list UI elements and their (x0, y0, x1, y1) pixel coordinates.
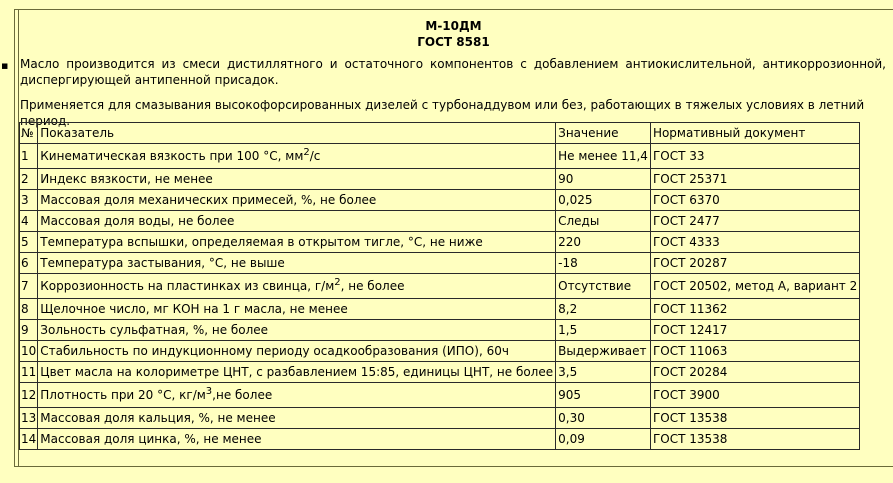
row-num: 4 (20, 211, 38, 232)
row-param-text: Массовая доля кальция, %, не менее (40, 411, 276, 425)
table-row (20, 190, 860, 211)
table-row (20, 362, 860, 383)
row-param (38, 408, 556, 429)
row-param-text: Индекс вязкости, не менее (40, 172, 213, 186)
row-doc: ГОСТ 3900 (650, 383, 859, 408)
row-num: 14 (20, 429, 38, 450)
row-value: 1,5 (556, 320, 651, 341)
row-value: Не менее 11,4 (556, 144, 651, 169)
specifications-table (19, 122, 860, 450)
row-param-superscript: 2 (303, 147, 310, 158)
row-num: 3 (20, 190, 38, 211)
row-param-tail: ,не более (212, 388, 273, 402)
row-param-text: Массовая доля воды, не более (40, 214, 235, 228)
row-num: 10 (20, 341, 38, 362)
row-param (38, 362, 556, 383)
table-row (20, 341, 860, 362)
row-value: 3,5 (556, 362, 651, 383)
row-param-text: Зольность сульфатная, %, не более (40, 323, 269, 337)
row-value: 905 (556, 383, 651, 408)
row-doc: ГОСТ 13538 (650, 408, 859, 429)
row-num: 2 (20, 169, 38, 190)
row-param (38, 341, 556, 362)
row-param-tail: , не более (340, 279, 405, 293)
product-title: М-10ДМ (425, 19, 482, 33)
row-param-text: Щелочное число, мг КОН на 1 г масла, не менее (40, 302, 348, 316)
row-doc: ГОСТ 11063 (650, 341, 859, 362)
row-param-text: Температура вспышки, определяемая в открытом тигле, °С, не ниже (40, 235, 483, 249)
row-num: 11 (20, 362, 38, 383)
row-doc: ГОСТ 4333 (650, 232, 859, 253)
row-num: 9 (20, 320, 38, 341)
row-param-superscript: 3 (205, 386, 213, 397)
row-param (38, 274, 556, 299)
row-doc: ГОСТ 2477 (650, 211, 859, 232)
table-row (20, 408, 860, 429)
table-row (20, 274, 860, 299)
row-param (38, 429, 556, 450)
row-param-text: Стабильность по индукционному периоду осадкообразования (ИПО), 60ч (40, 344, 509, 358)
product-standard: ГОСТ 8581 (417, 35, 490, 49)
row-param-text: Плотность при 20 °С, кг/м (40, 388, 206, 402)
row-num: 5 (20, 232, 38, 253)
row-value: 220 (556, 232, 651, 253)
header-num: № (20, 123, 38, 144)
row-num: 13 (20, 408, 38, 429)
bullet-icon: ▪ (1, 59, 9, 72)
row-param-text: Кинематическая вязкость при 100 °С, мм (40, 149, 304, 163)
row-value: 0,09 (556, 429, 651, 450)
row-value: 90 (556, 169, 651, 190)
row-num: 1 (20, 144, 38, 169)
table-row (20, 169, 860, 190)
row-doc: ГОСТ 11362 (650, 299, 859, 320)
row-doc: ГОСТ 20287 (650, 253, 859, 274)
row-param (38, 320, 556, 341)
table-row (20, 383, 860, 408)
application-paragraph: Применяется для смазывания высокофорсированных дизелей с турбонаддувом или без, работающих в тяжелых условиях в летний период. (20, 98, 865, 128)
row-doc: ГОСТ 33 (650, 144, 859, 169)
row-value: Следы (556, 211, 651, 232)
description-paragraph: Масло производится из смеси дистиллятного и остаточного компонентов с добавлением антиокислительной, антикоррозионной, диспергирующей антипенной присадок. (20, 57, 886, 87)
row-value: 0,025 (556, 190, 651, 211)
row-doc: ГОСТ 12417 (650, 320, 859, 341)
row-doc: ГОСТ 6370 (650, 190, 859, 211)
row-param (38, 383, 556, 408)
row-doc: ГОСТ 13538 (650, 429, 859, 450)
row-doc: ГОСТ 25371 (650, 169, 859, 190)
row-param (38, 169, 556, 190)
row-doc: ГОСТ 20502, метод А, вариант 2 (650, 274, 859, 299)
row-num: 8 (20, 299, 38, 320)
row-value: Выдерживает (556, 341, 651, 362)
row-param-text: Массовая доля цинка, %, не менее (40, 432, 262, 446)
table-header-row (20, 123, 860, 144)
row-doc: ГОСТ 20284 (650, 362, 859, 383)
row-value: -18 (556, 253, 651, 274)
row-param (38, 190, 556, 211)
row-value: Отсутствие (556, 274, 651, 299)
row-num: 6 (20, 253, 38, 274)
table-row (20, 299, 860, 320)
row-param (38, 232, 556, 253)
row-param-text: Цвет масла на колориметре ЦНТ, с разбавлением 15:85, единицы ЦНТ, не более (40, 365, 554, 379)
table-row (20, 144, 860, 169)
row-param-tail: /с (309, 149, 321, 163)
table-row (20, 211, 860, 232)
table-row (20, 320, 860, 341)
header-param: Показатель (38, 123, 556, 144)
row-param-text: Температура застывания, °С, не выше (40, 256, 285, 270)
row-num: 12 (20, 383, 38, 408)
table-row (20, 253, 860, 274)
table-row (20, 232, 860, 253)
header-value: Значение (556, 123, 651, 144)
row-param-superscript: 2 (334, 277, 341, 288)
row-value: 0,30 (556, 408, 651, 429)
row-param-text: Коррозионность на пластинках из свинца, г/м (40, 279, 335, 293)
row-param (38, 299, 556, 320)
row-param (38, 211, 556, 232)
row-param-text: Массовая доля механических примесей, %, не более (40, 193, 377, 207)
row-param (38, 144, 556, 169)
row-num: 7 (20, 274, 38, 299)
table-row (20, 429, 860, 450)
row-param (38, 253, 556, 274)
header-doc: Нормативный документ (650, 123, 859, 144)
row-value: 8,2 (556, 299, 651, 320)
